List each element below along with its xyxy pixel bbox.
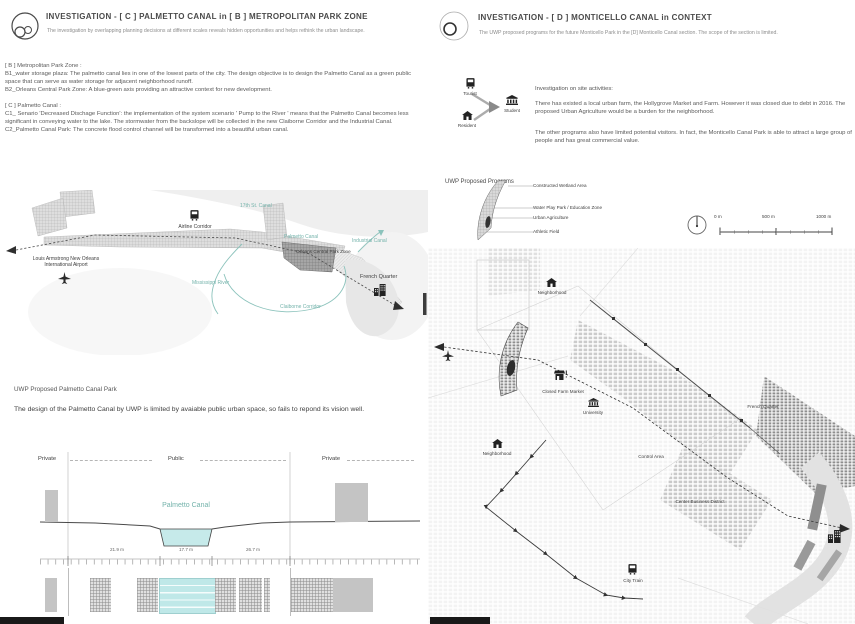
scale-1000m: 1000 m <box>816 214 832 219</box>
note-b-heading: [ B ] Metropolitan Park Zone : <box>5 63 82 69</box>
zone-dash-left <box>70 460 152 461</box>
university-label: University <box>582 410 604 415</box>
resident-label: Resident <box>457 123 477 128</box>
program-item-wetland: Constructed Wetland Area <box>533 183 587 188</box>
neighborhood-bottom-label: Neighborhood <box>482 451 512 456</box>
plan-block-hatch-1 <box>90 578 111 612</box>
site-activities-heading: Investigation on site activities: <box>535 86 613 92</box>
right-panel-subtitle: The UWP proposed programs for the future Monticello Park in the [D] Monticello Canal section. The scope of the section is limited. <box>479 30 778 36</box>
bank-icon <box>506 95 518 105</box>
site-activities-p2: The other programs also have limited potential visitors. In fact, the Monticello Canal Park is able to attract a large group of people and has great commercial value. <box>535 130 852 144</box>
scale-500m: 500 m <box>762 214 775 219</box>
note-c1: C1_ Senario 'Decreased Dischage Function': the implementation of the system scenario ' Pump to the River ' means that the Palmetto Canal becomes less significant in conveying water to the lake. The stormwater from the backslope will be collected in the new Claiborne Corridor and the Industrial Canal. <box>5 111 409 125</box>
orleans-zone-label: Orleans Central Park Zone <box>296 249 351 254</box>
monticello-map-graphic <box>428 248 855 624</box>
program-item-athletic: Athletic Field <box>533 229 560 234</box>
control-area-label: Control Area <box>638 454 664 459</box>
ring-logo-icon <box>436 8 472 44</box>
proposal-title: UWP Proposed Palmetto Canal Park <box>14 386 117 393</box>
bank-icon <box>588 398 599 407</box>
neighborhood-top-label: Neighborhood <box>537 290 567 295</box>
zone-dash-center <box>200 460 286 461</box>
left-notes-block <box>5 62 425 134</box>
claiborne-corridor-label: Claiborne Corridor <box>280 304 321 310</box>
plan-block-gray-right <box>333 578 373 612</box>
plan-block-hatch-4 <box>239 578 262 612</box>
cbd-label: Center Business District <box>675 499 725 504</box>
french-quarter-label: French Quarter <box>747 404 779 409</box>
17th-st-canal-label: 17th St. Canal <box>240 203 272 209</box>
note-c2: C2_Palmetto Canal Park: The concrete flood control channel will be transformed into a beautiful urban canal. <box>5 127 289 133</box>
plan-block-hatch-2 <box>137 578 158 612</box>
airport-label: Louis Armstrong New Orleans International Airport <box>32 256 100 268</box>
zone-public: Public <box>168 456 184 462</box>
scale-0m: 0 m <box>714 214 722 219</box>
dim-left: 21.9 m <box>109 547 125 552</box>
section-building-right <box>335 483 368 522</box>
canal-cross-section <box>0 450 428 568</box>
compass-icon <box>688 216 706 234</box>
monticello-context-map <box>428 248 855 624</box>
house-icon <box>492 439 503 448</box>
program-item-waterpark: Water Play Park / Education Zone <box>533 205 603 210</box>
section-building-left <box>45 490 58 522</box>
bus-icon <box>466 78 475 89</box>
note-b1: B1_water storage plaza: The palmetto canal lies in one of the lowest parts of the city. The design objective is to design the Palmetto Canal as a green public space that can serve as water storage for adjacent neighborhood runoff. <box>5 71 412 85</box>
city-train-label: City Train <box>623 578 643 583</box>
right-investigation-panel <box>428 0 855 624</box>
tram-icon <box>190 210 199 221</box>
canal-plan-strip <box>0 568 428 618</box>
section-canal-label: Palmetto Canal <box>162 502 210 509</box>
train-icon <box>628 564 637 575</box>
airplane-icon <box>442 350 454 362</box>
palmetto-canal-label: Palmetto Canal <box>284 234 319 240</box>
mississippi-river-label: Mississippi River <box>192 280 230 286</box>
programs-title: UWP Proposed Programs <box>445 179 514 185</box>
plan-block-hatch-3 <box>215 578 236 612</box>
market-icon <box>554 370 567 381</box>
dim-right: 26.7 m <box>245 547 261 552</box>
site-activities-p1: There has existed a local urban farm, the Hollygrove Market and Farm. However it was closed due to debt in 2016. The proposed Urban Agriculture would be a burden for the neighborhood. <box>535 101 846 115</box>
zone-dash-right <box>347 460 414 461</box>
plan-block-hatch-6 <box>291 578 333 612</box>
palmetto-context-map <box>0 190 428 355</box>
industrial-canal-label: Industrial Canal <box>352 238 387 244</box>
zone-private-left: Private <box>38 456 57 462</box>
airplane-icon <box>58 272 71 285</box>
left-footer-bar <box>0 617 64 624</box>
house-icon <box>546 278 557 287</box>
dim-center: 17.7 m <box>178 547 194 552</box>
note-b2: B2_Orleans Central Park Zone: A blue-green axis providing an attractive context for new development. <box>5 87 272 93</box>
note-c-heading: [ C ] Palmetto Canal : <box>5 103 61 109</box>
plan-block-gray-left <box>45 578 57 612</box>
plan-canal-water <box>159 578 216 614</box>
program-item-agriculture: Urban Agriculture <box>533 215 569 220</box>
circle-logo-icon <box>8 10 42 44</box>
left-panel-title: INVESTIGATION - [ C ] PALMETTO CANAL in [ B ] METROPOLITAN PARK ZONE <box>46 12 368 21</box>
student-label: Student <box>504 108 520 113</box>
buildings-icon <box>828 530 841 543</box>
programs-ribbon-graphic <box>468 178 534 244</box>
proposal-body: The design of the Palmetto Canal by UWP is limited by avaiable public urban space, so fails to repond its vision well. <box>14 406 365 413</box>
plan-guide-left <box>68 568 69 616</box>
left-panel-subtitle: The investigation by overlapping planning decisions at different scales reveals hidden opportunities and helps rethink the urban landscape. <box>47 28 365 34</box>
plan-block-hatch-5 <box>264 578 270 612</box>
closed-farm-market-label: Closed Farm Market <box>542 389 584 394</box>
right-panel-title: INVESTIGATION - [ D ] MONTICELLO CANAL in CONTEXT <box>478 13 712 22</box>
buildings-icon <box>374 284 386 296</box>
house-icon <box>462 111 473 120</box>
french-quarter-label: French Quarter <box>360 274 398 280</box>
zone-private-right: Private <box>322 456 341 462</box>
tourist-label: Tourist <box>463 91 477 96</box>
airline-corridor-label: Airline Corridor <box>178 224 212 230</box>
right-footer-bar <box>430 617 490 624</box>
